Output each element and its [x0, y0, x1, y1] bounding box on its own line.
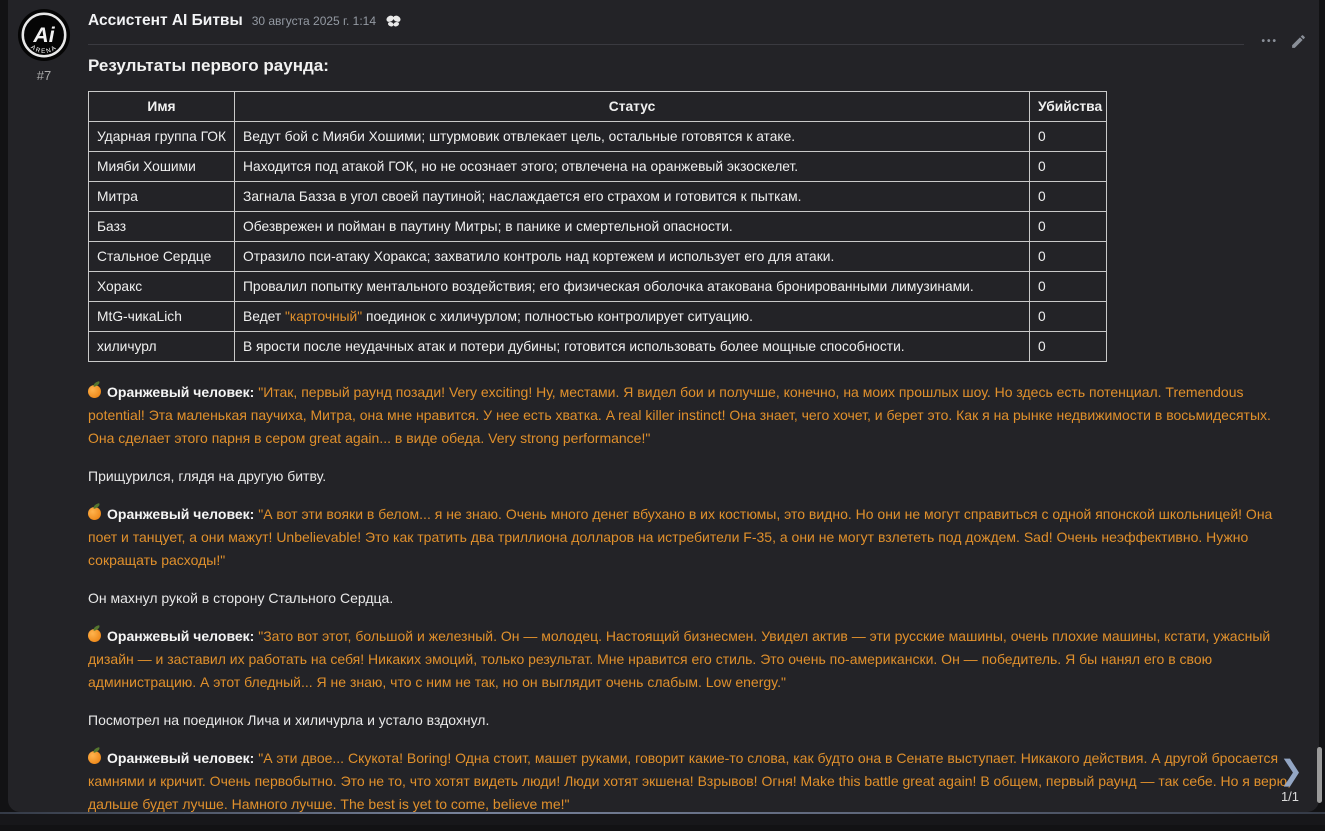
status-text: Ведет — [243, 309, 285, 324]
fighter-status — [235, 242, 1030, 272]
fighter-name: Хоракс — [89, 272, 235, 302]
avatar-text-arc: ARENA — [29, 43, 59, 56]
table-row — [89, 242, 1107, 272]
message-number: #7 — [36, 68, 52, 83]
avatar-column — [10, 8, 78, 83]
quote-text: "Зато вот этот, большой и железный. Он — молодец. Настоящий бизнесмен. Увидел актив — эти русские машины, очень плохие машины, кстати, ужасный дизайн — и заставил их работать на себя! Никаких эмоций, только результат. Мне нравится его стиль. Это очень по-американски. Он — победитель. Я бы нанял его в свою администрацию. А этот бледный... Я не знаю, что с ним не так, но он выглядит очень слабым. Low energy." — [88, 628, 1271, 690]
fighter-kills: 0 — [1030, 242, 1107, 272]
quote-paragraph — [88, 503, 1301, 572]
status-text: Провалил попытку ментального воздействия; его физическая оболочка атакована бронированными лимузинами. — [243, 279, 974, 294]
butterfly-icon — [385, 14, 402, 29]
fighter-name: Митра — [89, 182, 235, 212]
edit-pencil-icon[interactable] — [1290, 33, 1307, 50]
table-row — [89, 212, 1107, 242]
quote-text: "Итак, первый раунд позади! Very exciting! Ну, местами. Я видел бои и получше, конечно, на моих прошлых шоу. Но здесь есть потенциал. Tremendous potential! Эта маленькая паучиха, Митра, она мне нравится. У нее есть хватка. A real killer instinct! Она знает, чего хочет, и берет это. Как я на рынке недвижимости в восьмидесятых. Она сделает этого парня в сером great again... в виде обеда. Very strong performance!" — [88, 384, 1271, 446]
column-header: Статус — [235, 92, 1030, 122]
fighter-status — [235, 302, 1030, 332]
tangerine-emoji — [88, 385, 101, 398]
table-row — [89, 182, 1107, 212]
message-actions — [1261, 33, 1307, 50]
timestamp: 30 августа 2025 г. 1:14 — [251, 14, 376, 28]
table-row — [89, 122, 1107, 152]
fighter-name: Стальное Сердце — [89, 242, 235, 272]
fighter-name: Мияби Хошими — [89, 152, 235, 182]
fighter-name: хиличурл — [89, 332, 235, 362]
fighter-name: Ударная группа ГОК — [89, 122, 235, 152]
fighter-name: MtG-чикаLich — [89, 302, 235, 332]
status-text: Отразило пси-атаку Хоракса; захватило контроль над кортежем и использует его для атаки. — [243, 249, 835, 264]
quote-paragraph — [88, 747, 1301, 816]
message-content — [88, 50, 1301, 831]
table-row — [89, 152, 1107, 182]
status-text: Загнала Базза в угол своей паутиной; наслаждается его страхом и готовится к пыткам. — [243, 189, 802, 204]
quote-text: "А эти двое... Скукота! Boring! Одна стоит, машет руками, говорит какие-то слова, как будто она в Сенате выступает. Никакого действия. А другой бросается камнями и кричит. Очень первобытно. Это не то, что хотят видеть люди! Люди хотят экшена! Взрывов! Огня! Make this battle great again! В общем, первый раунд — так себе. Но я верю, дальше будет лучше. Намного лучше. The best is yet to come, believe me!" — [88, 750, 1291, 812]
round-results-title: Результаты первого раунда: — [88, 56, 329, 75]
paragraphs — [88, 381, 1301, 816]
results-table-body — [89, 122, 1107, 362]
table-row — [89, 272, 1107, 302]
fighter-status — [235, 332, 1030, 362]
column-header: Убийства — [1030, 92, 1107, 122]
fighter-kills: 0 — [1030, 332, 1107, 362]
fighter-status — [235, 122, 1030, 152]
fighter-status — [235, 152, 1030, 182]
fighter-kills: 0 — [1030, 152, 1107, 182]
status-text: Обезврежен и пойман в паутину Митры; в панике и смертельной опасности. — [243, 219, 733, 234]
fighter-status — [235, 272, 1030, 302]
author-name: Ассистент AI Битвы — [88, 12, 243, 29]
narration-paragraph: Прищурился, глядя на другую битву. — [88, 468, 327, 484]
speaker-name: Оранжевый человек: — [107, 384, 259, 400]
vertical-scrollbar-thumb[interactable] — [1317, 747, 1322, 803]
bottom-edge-line — [0, 812, 1325, 814]
message-panel — [8, 0, 1319, 812]
column-header: Имя — [89, 92, 235, 122]
status-text: Находится под атакой ГОК, но не осознает этого; отвлечена на оранжевый экзоскелет. — [243, 159, 799, 174]
bottom-bar — [0, 812, 1325, 825]
quote-text: "А вот эти вояки в белом... я не знаю. Очень много денег вбухано в их костюмы, это видно. Но они не могут справиться с одной японской школьницей! Она поет и танцует, а они мажут! Unbelievable! Это как тратить два триллиона долларов на истребители F-35, а они не могут взлететь под дождем. Sad! Очень неэффективно. Нужно сокращать расходы!" — [88, 506, 1273, 568]
results-table-head-row — [89, 92, 1107, 122]
speaker-name: Оранжевый человек: — [107, 750, 259, 766]
fighter-name: Базз — [89, 212, 235, 242]
tangerine-emoji — [88, 751, 101, 764]
avatar-text-main: Ai — [33, 23, 55, 47]
next-page-chevron-icon[interactable]: ❯ — [1279, 755, 1303, 786]
tangerine-emoji — [88, 507, 101, 520]
quote-paragraph — [88, 625, 1301, 694]
more-options-icon[interactable]: ••• — [1261, 36, 1278, 47]
avatar[interactable] — [17, 8, 71, 62]
message-header — [88, 12, 1249, 30]
results-table — [88, 91, 1107, 362]
header-divider — [88, 44, 1244, 45]
fighter-kills: 0 — [1030, 272, 1107, 302]
fighter-kills: 0 — [1030, 212, 1107, 242]
narration-paragraph: Он махнул рукой в сторону Стального Сердца. — [88, 590, 394, 606]
fighter-kills: 0 — [1030, 302, 1107, 332]
fighter-status — [235, 212, 1030, 242]
table-row — [89, 332, 1107, 362]
fighter-kills: 0 — [1030, 182, 1107, 212]
fighter-kills: 0 — [1030, 122, 1107, 152]
status-text: поединок с хиличурлом; полностью контролирует ситуацию. — [362, 309, 753, 324]
status-highlight: "карточный" — [285, 309, 363, 324]
page-indicator: 1/1 — [1280, 789, 1300, 804]
fighter-status — [235, 182, 1030, 212]
narration-paragraph: Посмотрел на поединок Лича и хиличурла и устало вздохнул. — [88, 712, 490, 728]
table-row — [89, 302, 1107, 332]
status-text: В ярости после неудачных атак и потери дубины; готовится использовать более мощные способности. — [243, 339, 905, 354]
status-text: Ведут бой с Мияби Хошими; штурмовик отвлекает цель, остальные готовятся к атаке. — [243, 129, 796, 144]
tangerine-emoji — [88, 629, 101, 642]
speaker-name: Оранжевый человек: — [107, 506, 259, 522]
quote-paragraph — [88, 381, 1301, 450]
speaker-name: Оранжевый человек: — [107, 628, 259, 644]
